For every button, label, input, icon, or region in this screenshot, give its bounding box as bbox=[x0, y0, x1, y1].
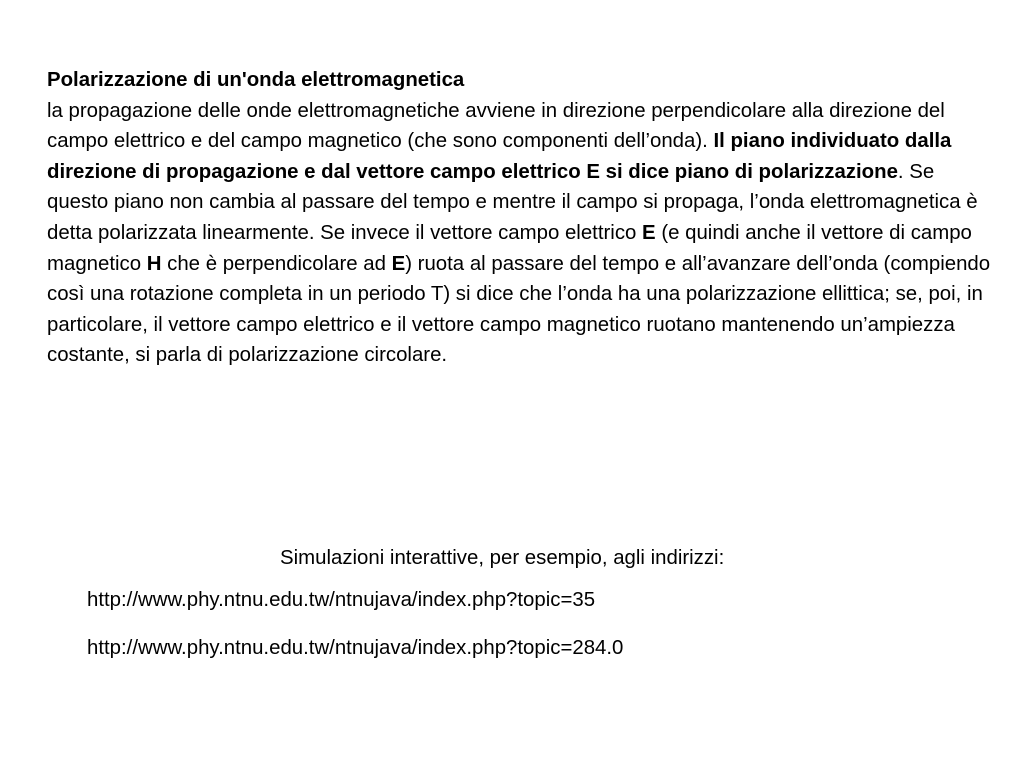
body-paragraph bbox=[47, 96, 992, 371]
simulations-intro: Simulazioni interattive, per esempio, agli indirizzi: bbox=[280, 547, 725, 569]
simulation-link-topic-284[interactable]: http://www.phy.ntnu.edu.tw/ntnujava/index.php?topic=284.0 bbox=[87, 637, 624, 659]
paragraph-bold-h: H bbox=[146, 252, 162, 275]
slide-title: Polarizzazione di un'onda elettromagnetica bbox=[47, 69, 465, 91]
simulation-link-topic-35[interactable]: http://www.phy.ntnu.edu.tw/ntnujava/index.php?topic=35 bbox=[87, 589, 596, 611]
paragraph-text-2: . Se questo piano non cambia al passare del tempo e mentre il campo si propaga, l’onda elettromagnetica è detta polarizzata linearmente. Se invece il vettore campo elettrico bbox=[47, 160, 978, 244]
paragraph-text-3: (e quindi anche il vettore di campo magnetico bbox=[47, 221, 972, 275]
paragraph-bold-e-second: E bbox=[391, 252, 406, 275]
paragraph-text-1: la propagazione delle onde elettromagnetiche avviene in direzione perpendicolare alla direzione del campo elettrico e del campo magnetico (che sono componenti dell’onda). bbox=[47, 99, 945, 153]
paragraph-text-5: ) ruota al passare del tempo e all’avanzare dell’onda (compiendo così una rotazione completa in un periodo T) si dice che l’onda ha una polarizzazione ellittica; se, poi, in particolare, il vettore campo elettrico e il vettore campo magnetico ruotano mantenendo un’ampiezza costante, si parla di polarizzazione circolare. bbox=[47, 252, 991, 367]
paragraph-bold-definition: Il piano individuato dalla direzione di propagazione e dal vettore campo elettrico E si dice piano di polarizzazione bbox=[47, 130, 952, 183]
paragraph-text-4: che è perpendicolare ad bbox=[161, 252, 392, 275]
paragraph-bold-e: E bbox=[642, 221, 656, 244]
slide-body bbox=[47, 65, 992, 371]
